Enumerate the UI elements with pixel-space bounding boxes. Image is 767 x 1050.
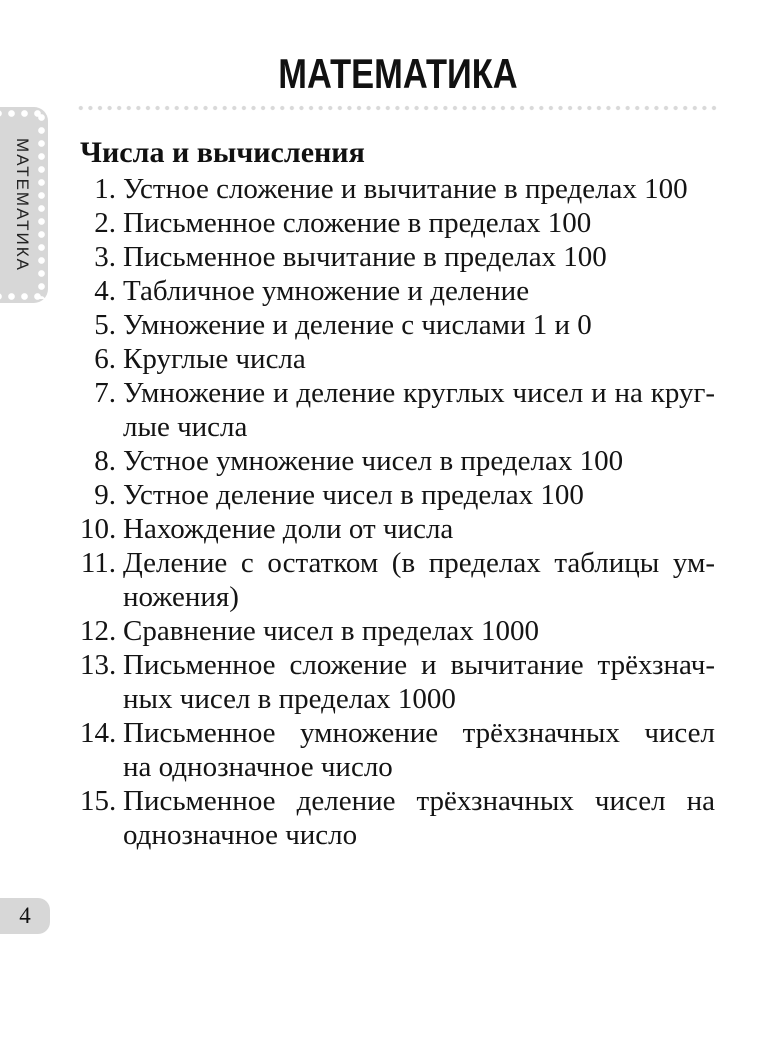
list-item <box>80 648 715 716</box>
list-item-text: Круглые числа <box>123 343 306 375</box>
list-item <box>80 444 715 478</box>
page-number-badge: 4 <box>0 898 50 934</box>
list-item <box>80 240 715 274</box>
list-item-number: 13. <box>80 649 117 681</box>
list-item-text: Устное умножение чисел в пределах 100 <box>123 445 624 477</box>
list-item-number: 2. <box>94 207 116 239</box>
list-item <box>80 546 715 614</box>
list-item-number: 4. <box>94 275 116 307</box>
list-item-number: 1. <box>94 173 116 205</box>
list-item <box>80 274 715 308</box>
list-item-number: 15. <box>80 785 117 817</box>
list-item-number: 11. <box>80 547 116 579</box>
list-item <box>80 784 715 852</box>
list-item <box>80 376 715 444</box>
list-item-text: Письменное сложение в пределах 100 <box>123 207 592 239</box>
list-item <box>80 512 715 546</box>
list-item-text: Письменное сложение и вычитание трёхзнач- ных чисел в пределах 1000 <box>123 649 715 715</box>
topic-list <box>80 172 715 852</box>
tab-perforation-dots-bottom-icon <box>0 293 44 300</box>
list-item <box>80 716 715 784</box>
dotted-divider <box>76 104 718 112</box>
list-item <box>80 478 715 512</box>
list-item-text: Письменное умножение трёхзначных чисел на однозначное число <box>123 717 715 783</box>
section-heading: Числа и вычисления <box>80 136 365 169</box>
list-item-text: Устное сложение и вычитание в пределах 100 <box>123 173 688 205</box>
list-item-number: 14. <box>80 717 117 749</box>
list-item-number: 3. <box>94 241 116 273</box>
list-item-text: Умножение и деление круглых чисел и на круг- лые числа <box>123 377 715 443</box>
list-item-text: Письменное вычитание в пределах 100 <box>123 241 607 273</box>
list-item-number: 12. <box>80 615 117 647</box>
list-item-text: Умножение и деление с числами 1 и 0 <box>123 309 592 341</box>
tab-perforation-dots-right-icon <box>38 111 45 299</box>
list-item-number: 5. <box>94 309 116 341</box>
list-item-number: 9. <box>94 479 116 511</box>
list-item-number: 6. <box>94 343 116 375</box>
list-item-text: Табличное умножение и деление <box>123 275 530 307</box>
list-item-text: Нахождение доли от числа <box>123 513 454 545</box>
list-item-number: 7. <box>94 377 116 409</box>
list-item <box>80 308 715 342</box>
list-item-number: 8. <box>94 445 116 477</box>
list-item-text: Устное деление чисел в пределах 100 <box>123 479 584 511</box>
list-item-text: Письменное деление трёхзначных чисел на однозначное число <box>123 785 715 851</box>
subject-side-tab <box>0 107 48 303</box>
list-item <box>80 172 715 206</box>
list-item-number: 10. <box>80 513 117 545</box>
list-item-text: Деление с остатком (в пределах таблицы ум- ножения) <box>123 547 715 613</box>
side-tab-label: МАТЕМАТИКА <box>13 138 32 272</box>
list-item <box>80 614 715 648</box>
list-item <box>80 206 715 240</box>
page-title: МАТЕМАТИКА <box>277 50 518 97</box>
list-item <box>80 342 715 376</box>
list-item-text: Сравнение чисел в пределах 1000 <box>123 615 540 647</box>
